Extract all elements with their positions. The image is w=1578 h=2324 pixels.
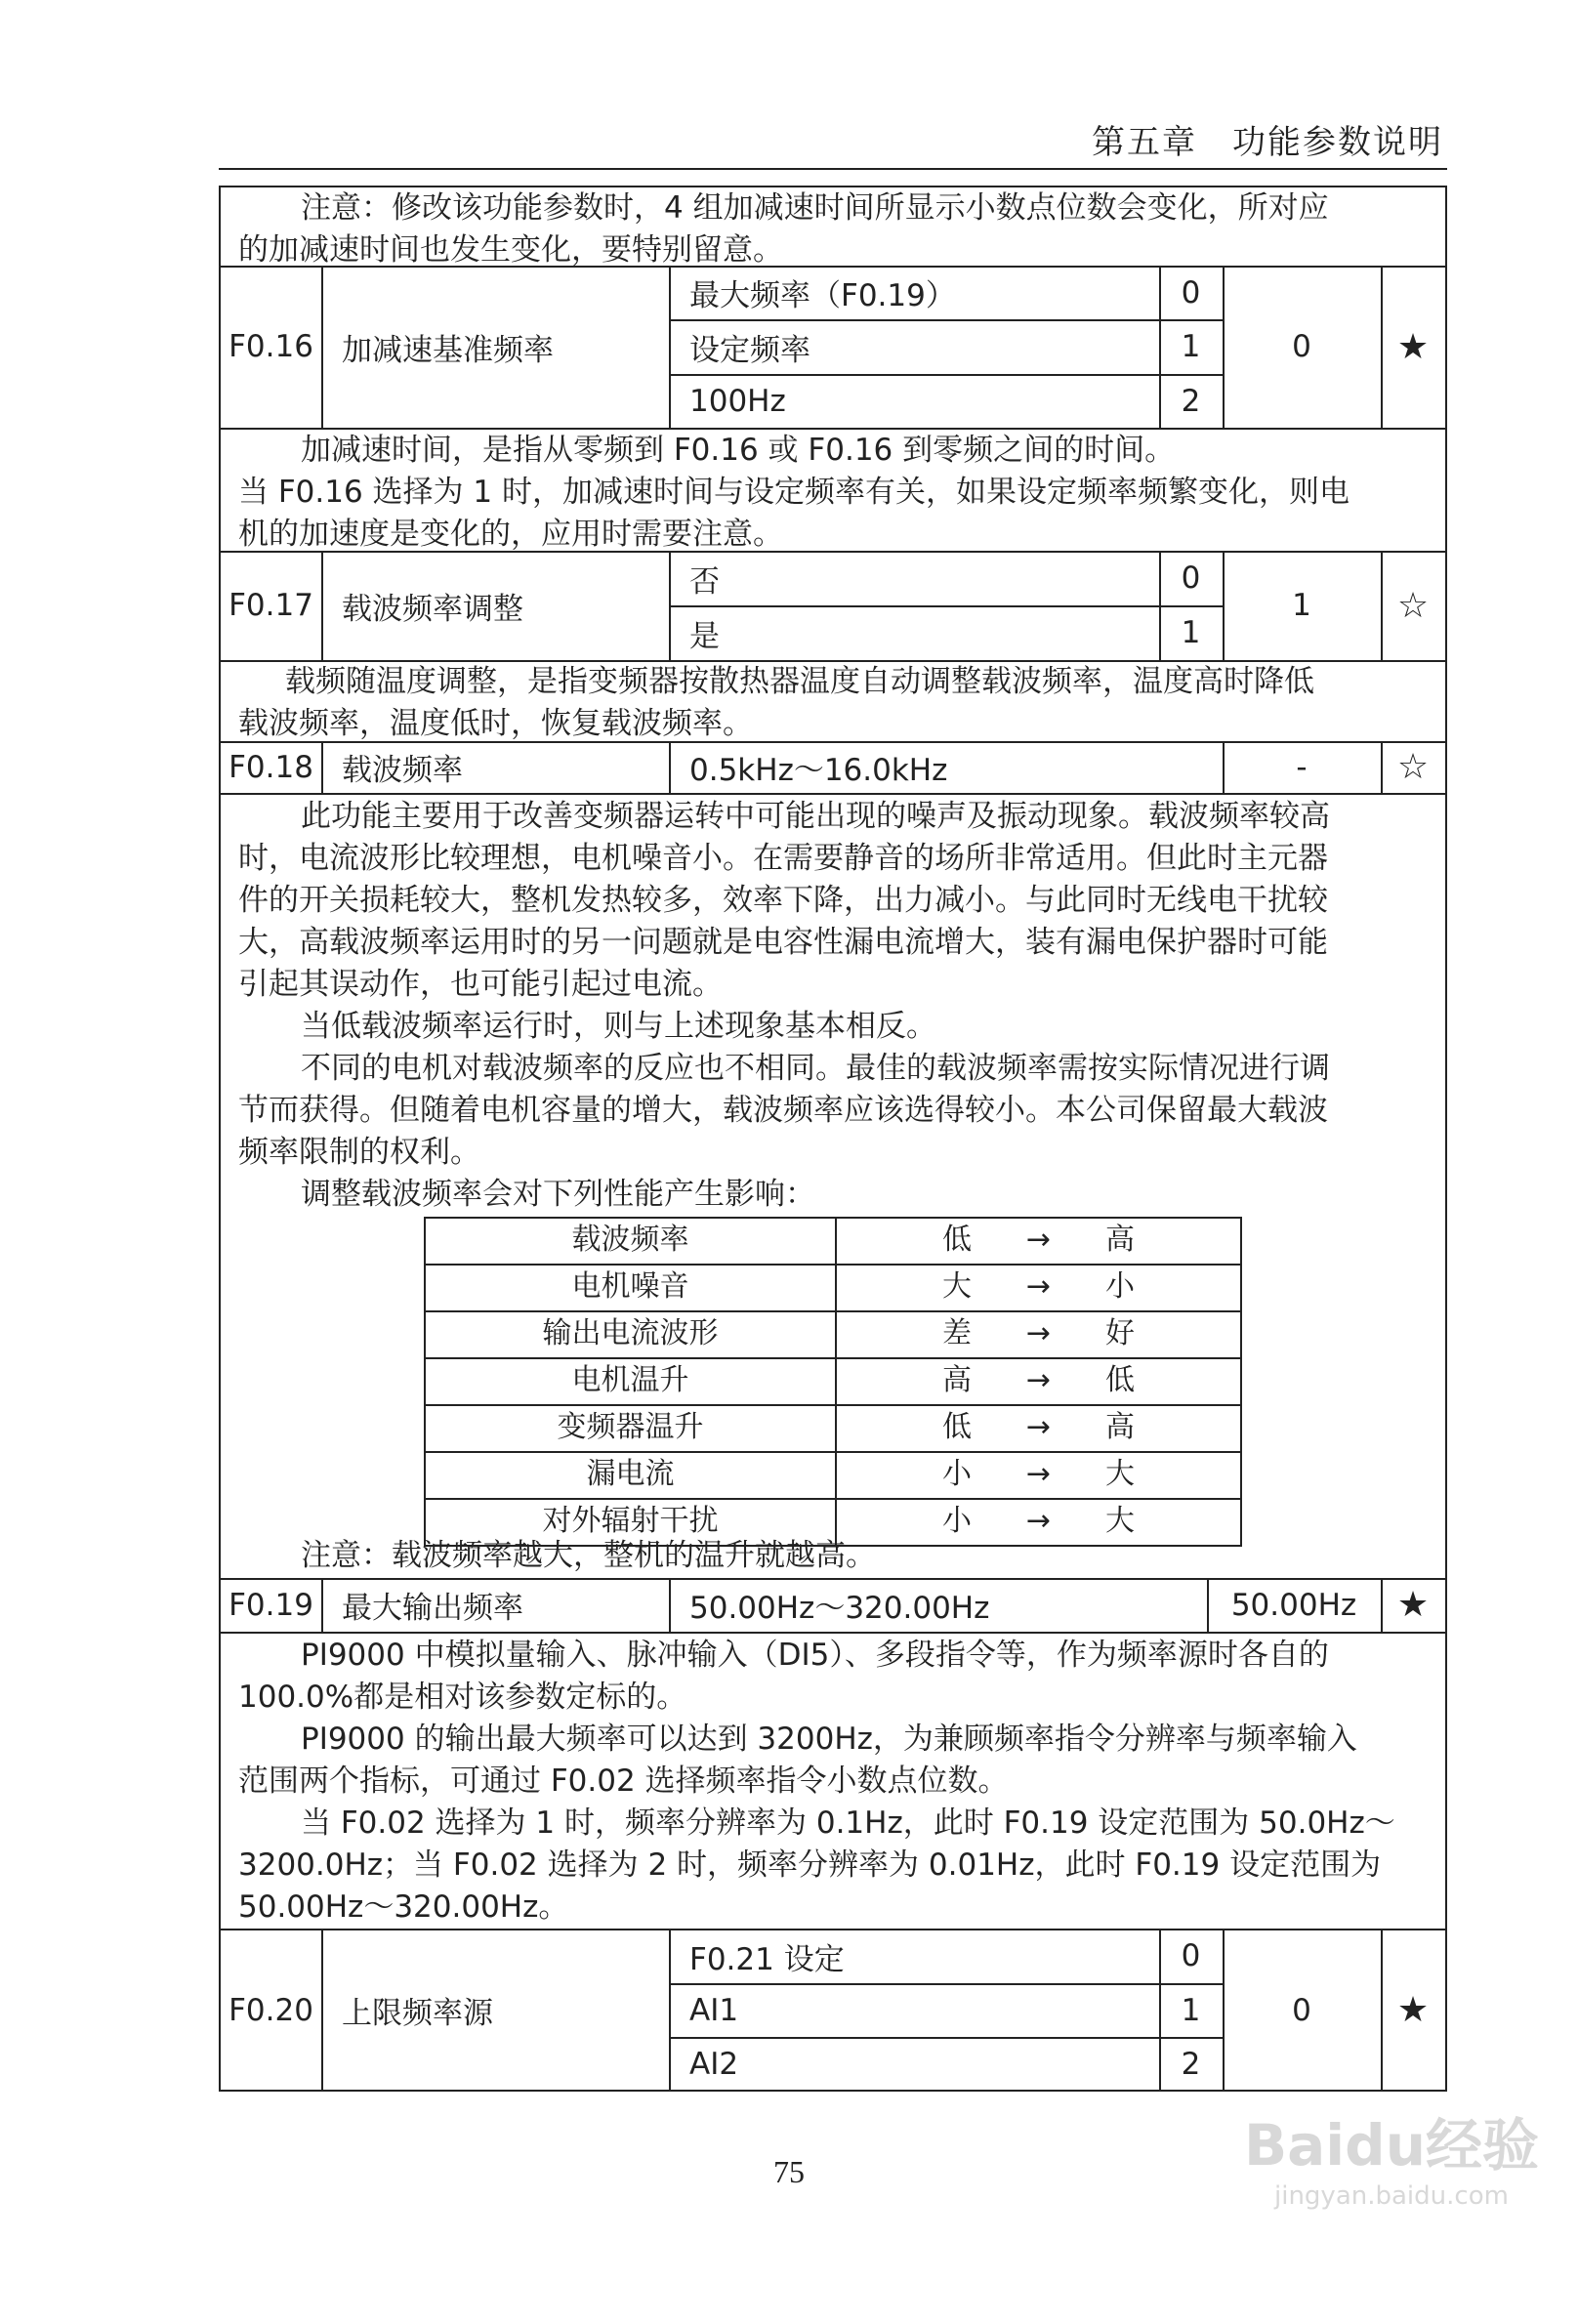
option-label: 是	[689, 618, 720, 654]
text-line: 机的加速度是变化的，应用时需要注意。	[238, 517, 783, 552]
effect-from: 高	[941, 1363, 972, 1397]
option-value: 0	[1181, 274, 1201, 311]
divider	[219, 1632, 1447, 1634]
header-rule	[219, 168, 1447, 170]
option-label: 设定频率	[689, 332, 810, 368]
star-outline-icon: ☆	[1396, 585, 1430, 626]
effects-row	[426, 1404, 1240, 1451]
divider	[219, 793, 1447, 795]
effects-table	[424, 1217, 1242, 1547]
text-line: 当 F0.02 选择为 1 时，频率分辨率为 0.1Hz，此时 F0.19 设定范围为 50.0Hz～	[301, 1805, 1395, 1841]
text-line: 频率限制的权利。	[238, 1135, 480, 1170]
text-line: 当低载波频率运行时，则与上述现象基本相反。	[301, 1009, 936, 1044]
option-value: 2	[1181, 2047, 1201, 2082]
effect-to: 高	[1105, 1223, 1136, 1257]
page-number: 75	[773, 2154, 805, 2189]
text-line: PI9000 中模拟量输入、脉冲输入（DI5）、多段指令等，作为频率源时各自的	[301, 1638, 1329, 1673]
default-value: 1	[1292, 588, 1311, 623]
option-value: 1	[1181, 329, 1201, 364]
text-line: 的加减速时间也发生变化，要特别留意。	[238, 232, 783, 268]
text-line: 范围两个指标，可通过 F0.02 选择频率指令小数点位数。	[238, 1764, 1009, 1799]
text-line: 50.00Hz～320.00Hz。	[238, 1889, 569, 1925]
divider	[669, 266, 671, 428]
arrow-right-icon: →	[1025, 1504, 1052, 1538]
effect-item: 变频器温升	[426, 1406, 837, 1451]
effect-change	[837, 1453, 1240, 1498]
divider	[669, 741, 671, 793]
param-name: 加减速基准频率	[342, 332, 554, 368]
chapter-header: 第五章 功能参数说明	[1092, 123, 1443, 162]
option-label: AI1	[689, 1992, 739, 2028]
star-filled-icon: ★	[1396, 1585, 1430, 1625]
arrow-right-icon: →	[1025, 1223, 1052, 1257]
divider	[669, 2037, 1223, 2039]
param-name: 载波频率	[342, 753, 463, 788]
default-value: 50.00Hz	[1230, 1587, 1357, 1623]
effect-item: 输出电流波形	[426, 1312, 837, 1357]
effect-item: 漏电流	[426, 1453, 837, 1498]
option-value: 1	[1181, 615, 1201, 650]
param-name: 载波频率调整	[342, 591, 523, 627]
effect-to: 大	[1105, 1457, 1136, 1491]
effect-change	[837, 1406, 1240, 1451]
note-top	[238, 187, 1435, 271]
star-filled-icon: ★	[1396, 326, 1430, 367]
option-value: 0	[1181, 1938, 1201, 1973]
arrow-right-icon: →	[1025, 1363, 1052, 1397]
text-line: 不同的电机对载波频率的反应也不相同。最佳的载波频率需按实际情况进行调	[301, 1051, 1330, 1086]
option-label: F0.21 设定	[689, 1941, 845, 1977]
note-f0-18	[238, 1535, 1435, 1577]
effect-from: 差	[941, 1316, 972, 1350]
effect-to: 小	[1105, 1269, 1136, 1304]
arrow-right-icon: →	[1025, 1410, 1052, 1444]
text-line: 载波频率，温度低时，恢复载波频率。	[238, 706, 753, 741]
param-code: F0.19	[228, 1587, 313, 1623]
arrow-right-icon: →	[1025, 1316, 1052, 1350]
param-name: 最大输出频率	[342, 1591, 523, 1626]
text-line: 此功能主要用于改善变频器运转中可能出现的噪声及振动现象。载波频率较高	[301, 799, 1330, 834]
effect-to: 大	[1105, 1504, 1136, 1538]
option-label: 否	[689, 563, 720, 600]
effect-from: 小	[941, 1457, 972, 1491]
effects-row	[426, 1264, 1240, 1310]
desc-f0-16	[238, 430, 1435, 556]
text-line: 节而获得。但随着电机容量的增大，载波频率应该选得较小。本公司保留最大载波	[238, 1093, 1328, 1128]
text-line: 件的开关损耗较大，整机发热较多，效率下降，出力减小。与此同时无线电干扰较	[238, 883, 1328, 918]
option-label: 100Hz	[689, 383, 786, 419]
divider	[321, 551, 323, 660]
text-line: 注意：载波频率越大，整机的温升就越高。	[301, 1538, 876, 1573]
effects-row	[426, 1310, 1240, 1357]
divider	[321, 1578, 323, 1632]
text-line: 加减速时间，是指从零频到 F0.16 或 F0.16 到零频之间的时间。	[301, 433, 1176, 468]
option-label: 最大频率（F0.19）	[689, 278, 956, 313]
effect-to: 高	[1105, 1410, 1136, 1444]
effect-change	[837, 1312, 1240, 1357]
text-line: 载频随温度调整，是指变频器按散热器温度自动调整载波频率，温度高时降低	[285, 664, 1314, 699]
divider	[321, 1929, 323, 2092]
text-line: 100.0%都是相对该参数定标的。	[238, 1680, 687, 1715]
effect-change	[837, 1219, 1240, 1264]
option-label: AI2	[689, 2047, 739, 2082]
arrow-right-icon: →	[1025, 1457, 1052, 1491]
effect-to: 低	[1105, 1363, 1136, 1397]
param-code: F0.17	[228, 588, 313, 623]
divider	[669, 1929, 671, 2092]
param-code: F0.18	[228, 749, 313, 785]
desc-f0-18	[238, 796, 1435, 1216]
default-value: -	[1296, 749, 1308, 785]
effects-row	[426, 1219, 1240, 1264]
default-value: 0	[1292, 1992, 1311, 2028]
text-line: 时，电流波形比较理想，电机噪音小。在需要静音的场所非常适用。但此时主元器	[238, 841, 1328, 876]
effects-row	[426, 1357, 1240, 1404]
effect-item: 对外辐射干扰	[426, 1500, 837, 1545]
text-line: 3200.0Hz；当 F0.02 选择为 2 时，频率分辨率为 0.01Hz，此时 F0.19 设定范围为	[238, 1847, 1382, 1883]
text-line: 注意：修改该功能参数时，4 组加减速时间所显示小数点位数会变化，所对应	[301, 190, 1329, 226]
divider	[321, 741, 323, 793]
baidu-watermark	[1244, 2099, 1539, 2211]
desc-f0-17	[238, 661, 1435, 745]
text-line: 大，高载波频率运用时的另一问题就是电容性漏电流增大，装有漏电保护器时可能	[238, 925, 1328, 960]
star-filled-icon: ★	[1396, 1990, 1430, 2030]
star-outline-icon: ☆	[1396, 747, 1430, 787]
divider	[669, 1578, 671, 1632]
effect-change	[837, 1266, 1240, 1310]
watermark-logo: Baidu经验	[1243, 2112, 1539, 2179]
param-code: F0.16	[228, 329, 313, 364]
param-code: F0.20	[228, 1992, 313, 2028]
text-line: 当 F0.16 选择为 1 时，加减速时间与设定频率有关，如果设定频率频繁变化，则电	[238, 475, 1350, 510]
effect-from: 小	[941, 1504, 972, 1538]
effect-item: 电机温升	[426, 1359, 837, 1404]
text-line: 调整载波频率会对下列性能产生影响：	[301, 1177, 815, 1212]
effect-from: 低	[941, 1223, 972, 1257]
param-range: 50.00Hz～320.00Hz	[689, 1591, 990, 1626]
param-range: 0.5kHz～16.0kHz	[689, 753, 948, 788]
desc-f0-19	[238, 1635, 1435, 1929]
effect-from: 大	[941, 1269, 972, 1304]
divider	[321, 266, 323, 428]
option-value: 0	[1181, 560, 1201, 596]
divider	[669, 1983, 1223, 1985]
effect-from: 低	[941, 1410, 972, 1444]
watermark-url: jingyan.baidu.com	[1274, 2181, 1509, 2211]
text-line: 引起其误动作，也可能引起过电流。	[238, 967, 723, 1002]
effect-to: 好	[1105, 1316, 1136, 1350]
effect-change	[837, 1359, 1240, 1404]
effect-item: 载波频率	[426, 1219, 837, 1264]
effect-item: 电机噪音	[426, 1266, 837, 1310]
effects-row	[426, 1451, 1240, 1498]
param-name: 上限频率源	[342, 1996, 493, 2031]
divider	[669, 605, 1223, 607]
text-line: PI9000 的输出最大频率可以达到 3200Hz，为兼顾频率指令分辨率与频率输入	[301, 1722, 1357, 1757]
arrow-right-icon: →	[1025, 1269, 1052, 1304]
option-value: 2	[1181, 383, 1201, 419]
option-value: 1	[1181, 1992, 1201, 2028]
default-value: 0	[1292, 329, 1311, 364]
